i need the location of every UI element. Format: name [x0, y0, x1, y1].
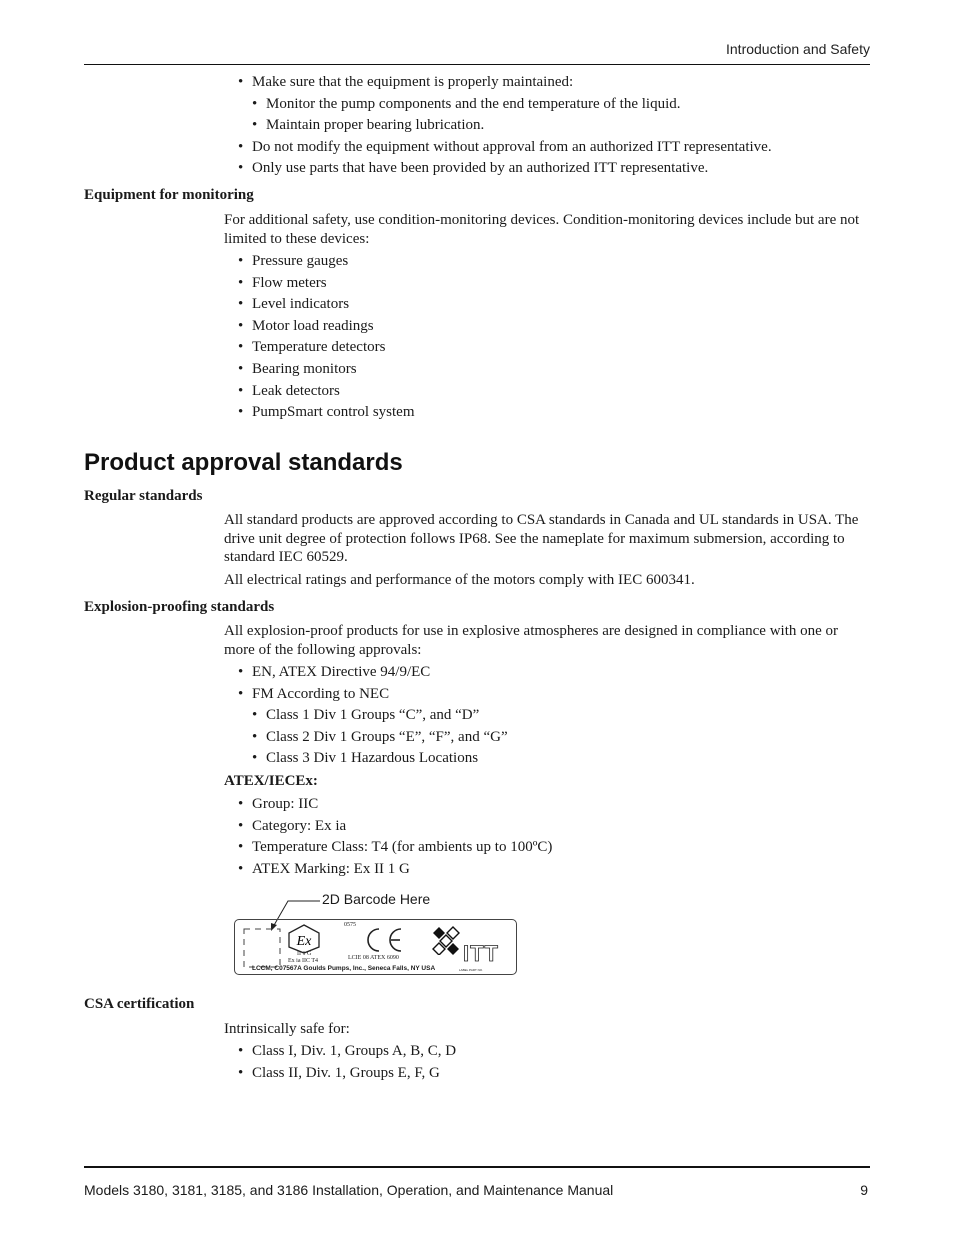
manual-title: Models 3180, 3181, 3185, and 3186 Installation, Operation, and Maintenance Manual [84, 1182, 614, 1198]
list-item: • Leak detectors [238, 381, 415, 403]
list-item: • Motor load readings [238, 316, 415, 338]
list-item: • Pressure gauges [238, 251, 415, 273]
list-item: • PumpSmart control system [238, 402, 415, 424]
list-item: • Do not modify the equipment without approval from an authorized ITT representative. [238, 137, 772, 159]
list-item: • ATEX Marking: Ex II 1 G [238, 859, 552, 881]
list-item: • Level indicators [238, 294, 415, 316]
monitoring-heading: Equipment for monitoring [84, 187, 254, 203]
atex-list [238, 794, 552, 880]
ce-mark-icon [361, 926, 405, 954]
list-item: • Flow meters [238, 273, 415, 295]
list-item: • Temperature Class: T4 (for ambients up to 100ºC) [238, 837, 552, 859]
header-rule [84, 64, 870, 65]
list-item: • Category: Ex ia [238, 816, 552, 838]
list-item: • Class I, Div. 1, Groups A, B, C, D [238, 1041, 456, 1063]
svg-text:ITT: ITT [463, 942, 499, 964]
barcode-placeholder-icon [243, 928, 281, 968]
nameplate-label [234, 919, 517, 975]
lcie-certificate: LCIE 08 ATEX 6090 [348, 955, 399, 961]
footer-rule [84, 1166, 870, 1168]
notified-body-number: 0575 [344, 922, 356, 928]
list-item: • Class 2 Div 1 Groups “E”, “F”, and “G” [238, 727, 508, 749]
monitoring-intro: For additional safety, use condition-monitoring devices. Condition-monitoring devices include but are not limited to these devices: [224, 212, 860, 247]
list-item: • Only use parts that have been provided by an authorized ITT representative. [238, 158, 772, 180]
motor-ratings-paragraph: All electrical ratings and performance of the motors comply with IEC 600341. [224, 572, 695, 588]
monitoring-list [238, 251, 415, 424]
explosion-approvals-list [238, 662, 508, 770]
svg-text:Ex: Ex [296, 934, 312, 949]
page-number: 9 [860, 1182, 868, 1198]
manufacturer-line: LCCM, C07567A Goulds Pumps, Inc., Seneca Falls, NY USA [252, 965, 436, 972]
explosion-proofing-heading: Explosion-proofing standards [84, 599, 275, 615]
section-title: Product approval standards [84, 449, 403, 476]
list-item: • Group: IIC [238, 794, 552, 816]
list-item: • Maintain proper bearing lubrication. [238, 115, 772, 137]
list-item: • FM According to NEC [238, 684, 508, 706]
regular-standards-heading: Regular standards [84, 488, 203, 504]
explosion-proofing-intro: All explosion-proof products for use in explosive atmospheres are designed in compliance with one or more of the following approvals: [224, 623, 839, 658]
label-part-number: LABEL PART NO. [459, 968, 483, 972]
list-item: • Bearing monitors [238, 359, 415, 381]
barcode-caption: 2D Barcode Here [322, 891, 431, 907]
list-item: • Class II, Div. 1, Groups E, F, G [238, 1063, 456, 1085]
list-item: • Monitor the pump components and the end temperature of the liquid. [238, 94, 772, 116]
itt-engineered-blocks-icon [431, 925, 461, 955]
csa-heading: CSA certification [84, 996, 195, 1012]
ex-hexagon-icon [287, 924, 321, 954]
atex-heading: ATEX/IECEx: [224, 773, 318, 789]
ex-marking: II 1 G Ex ia IIC T4 [288, 951, 319, 964]
running-header: Introduction and Safety [726, 41, 870, 57]
regular-standards-paragraph: All standard products are approved according to CSA standards in Canada and UL standards in USA. The drive unit degree of protection follows IP68. See the nameplate for maximum submersion, according to standard IEC 60529. [224, 512, 859, 565]
list-item: • Temperature detectors [238, 337, 415, 359]
list-item: • Class 3 Div 1 Hazardous Locations [238, 748, 508, 770]
list-item: • Class 1 Div 1 Groups “C”, and “D” [238, 705, 508, 727]
maintenance-list [238, 72, 772, 180]
list-item: • EN, ATEX Directive 94/9/EC [238, 662, 508, 684]
csa-intro: Intrinsically safe for: [224, 1021, 350, 1037]
itt-logo [461, 942, 513, 964]
csa-list [238, 1041, 456, 1084]
list-item: • Make sure that the equipment is properly maintained: [238, 72, 772, 94]
